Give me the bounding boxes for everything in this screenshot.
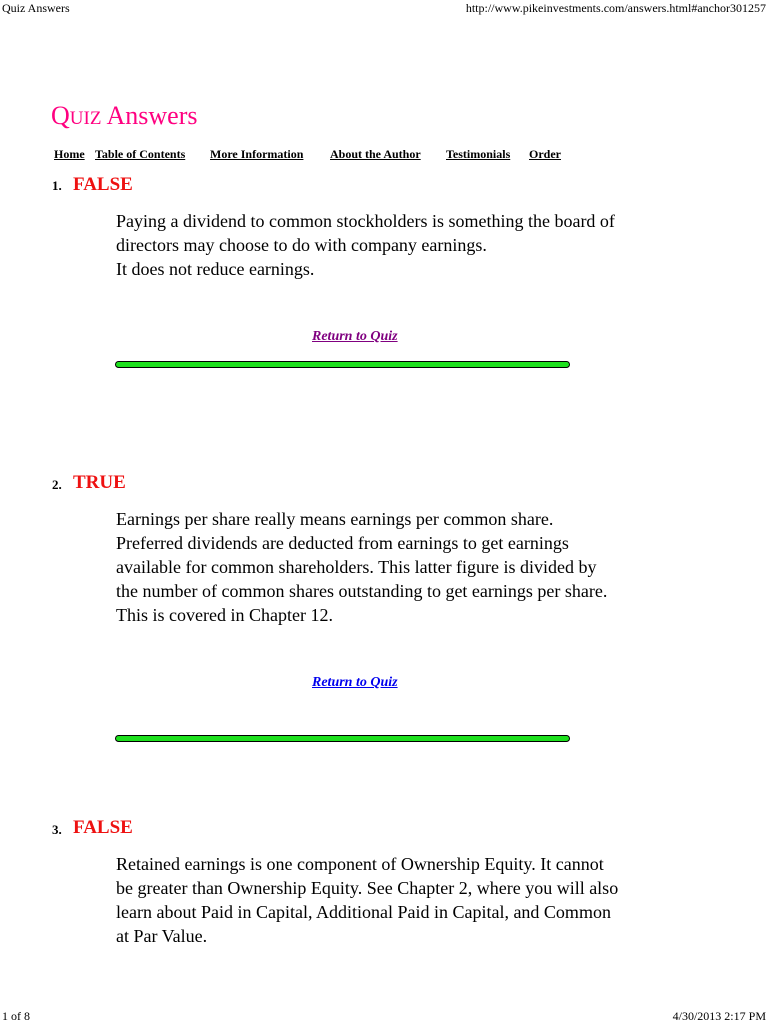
answer-explanation — [116, 852, 676, 948]
green-divider — [115, 735, 570, 742]
explanation-line: available for common shareholders. This latter figure is divided by — [116, 557, 597, 577]
answer-number: 3. — [52, 822, 62, 837]
page-title — [51, 96, 198, 136]
print-timestamp: 4/30/2013 2:17 PM — [672, 1009, 766, 1023]
page-title-rest: Answers — [101, 101, 198, 130]
nav-link-about-the-author[interactable]: About the Author — [330, 147, 421, 161]
return-to-quiz-link[interactable]: Return to Quiz — [312, 329, 398, 344]
print-footer — [0, 1008, 768, 1024]
print-header-title: Quiz Answers — [2, 1, 70, 15]
nav-link-more-information[interactable]: More Information — [210, 147, 304, 161]
print-header — [0, 0, 768, 16]
page-title-small-caps: UIZ — [69, 108, 102, 129]
page-count: 1 of 8 — [2, 1009, 30, 1023]
answer-number: 1. — [52, 178, 62, 193]
nav-link-home[interactable]: Home — [54, 147, 85, 161]
answer-explanation — [116, 209, 676, 281]
answer-number: 2. — [52, 477, 62, 492]
explanation-line: This is covered in Chapter 12. — [116, 605, 333, 625]
explanation-line: It does not reduce earnings. — [116, 259, 315, 279]
print-header-url: http://www.pikeinvestments.com/answers.html#anchor301257 — [465, 1, 766, 15]
return-to-quiz-link[interactable]: Return to Quiz — [312, 675, 398, 690]
explanation-line: directors may choose to do with company earnings. — [116, 235, 487, 255]
answer-verdict: TRUE — [73, 472, 126, 493]
page-title-initial: Q — [51, 101, 70, 130]
answer-explanation — [116, 507, 676, 627]
explanation-line: Earnings per share really means earnings per common share. — [116, 509, 554, 529]
explanation-line: the number of common shares outstanding to get earnings per share. — [116, 581, 608, 601]
explanation-line: at Par Value. — [116, 926, 208, 946]
explanation-line: Retained earnings is one component of Ownership Equity. It cannot — [116, 854, 604, 874]
explanation-line: Preferred dividends are deducted from earnings to get earnings — [116, 533, 569, 553]
answer-verdict: FALSE — [73, 817, 133, 838]
explanation-line: be greater than Ownership Equity. See Chapter 2, where you will also — [116, 878, 619, 898]
explanation-line: Paying a dividend to common stockholders is something the board of — [116, 211, 615, 231]
nav-link-order[interactable]: Order — [529, 147, 561, 161]
green-divider — [115, 361, 570, 368]
answer-verdict: FALSE — [73, 174, 133, 195]
nav-link-testimonials[interactable]: Testimonials — [446, 147, 511, 161]
top-nav — [0, 146, 768, 162]
nav-link-table-of-contents[interactable]: Table of Contents — [95, 147, 186, 161]
explanation-line: learn about Paid in Capital, Additional Paid in Capital, and Common — [116, 902, 611, 922]
